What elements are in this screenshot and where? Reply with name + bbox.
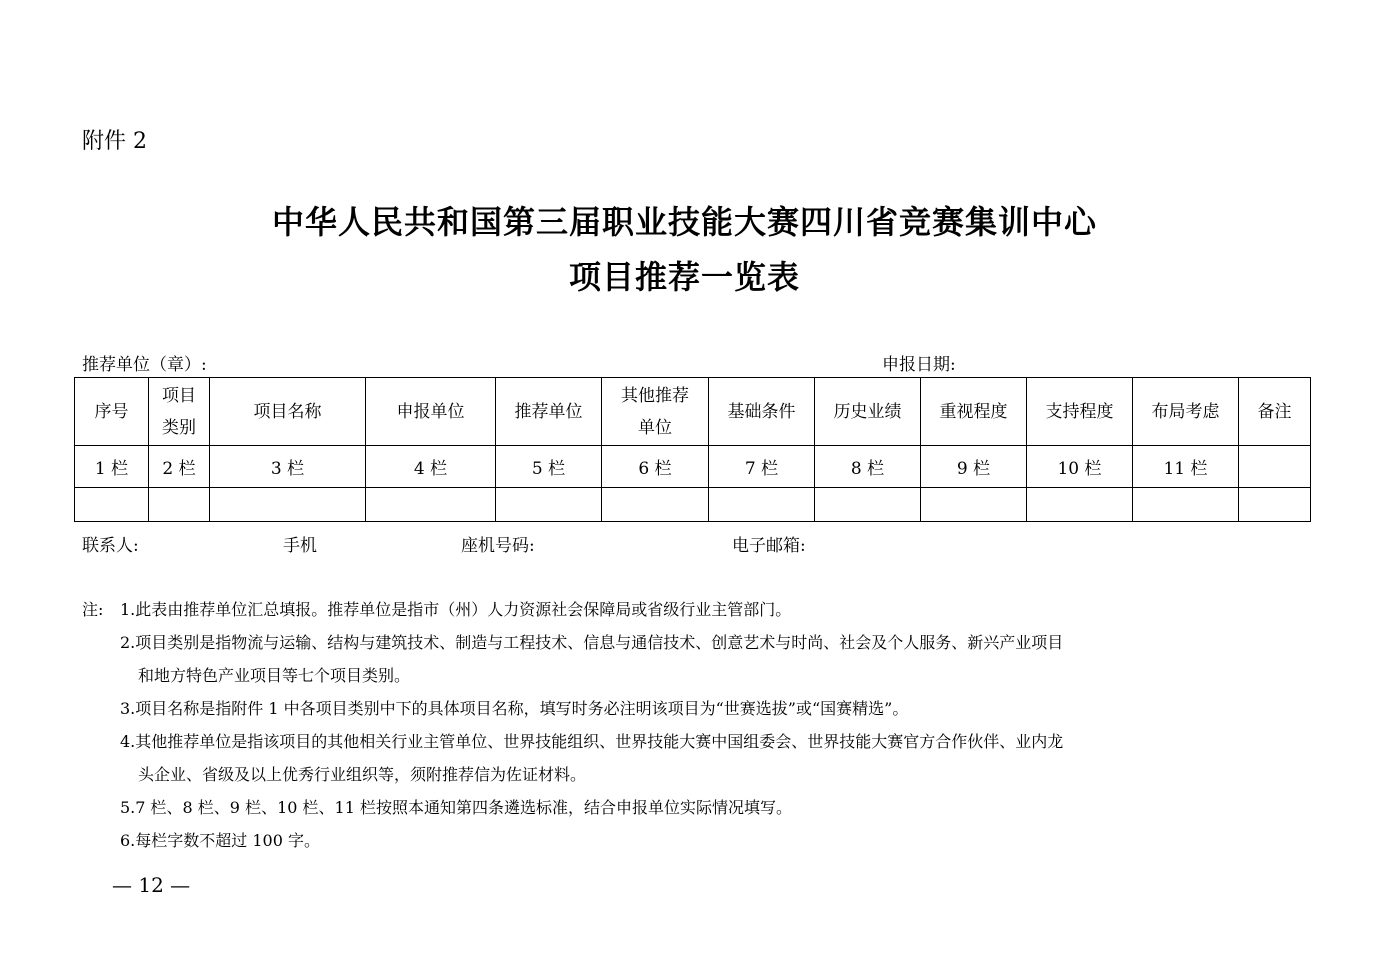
empty-cell[interactable] [709, 488, 815, 522]
note-text: 1.此表由推荐单位汇总填报。推荐单位是指市（州）人力资源社会保障局或省级行业主管部门。 [120, 600, 792, 619]
header-cell: 基础条件 [709, 378, 815, 446]
header-cell: 重视程度 [921, 378, 1027, 446]
note-text: 2.项目类别是指物流与运输、结构与建筑技术、制造与工程技术、信息与通信技术、创意艺术与时尚、社会及个人服务、新兴产业项目 [120, 633, 1064, 652]
note-text: 4.其他推荐单位是指该项目的其他相关行业主管单位、世界技能组织、世界技能大赛中国组委会、世界技能大赛官方合作伙伴、业内龙 [120, 732, 1064, 751]
table-header-row [75, 378, 1311, 446]
notes-prefix: 注: [82, 600, 104, 619]
empty-cell[interactable] [149, 488, 210, 522]
column-number-cell: 11 栏 [1133, 446, 1239, 488]
column-number-cell: 7 栏 [709, 446, 815, 488]
header-cell: 序号 [75, 378, 149, 446]
header-cell: 其他推荐 单位 [602, 378, 709, 446]
column-number-row [75, 446, 1311, 488]
table-row-empty [75, 488, 1311, 522]
column-number-cell: 5 栏 [496, 446, 602, 488]
empty-cell[interactable] [210, 488, 366, 522]
column-number-cell: 4 栏 [366, 446, 496, 488]
empty-cell[interactable] [921, 488, 1027, 522]
header-cell: 项目 类别 [149, 378, 210, 446]
header-cell: 布局考虑 [1133, 378, 1239, 446]
empty-cell[interactable] [815, 488, 921, 522]
empty-cell[interactable] [1133, 488, 1239, 522]
column-number-cell [1239, 446, 1311, 488]
column-number-cell: 10 栏 [1027, 446, 1133, 488]
empty-cell[interactable] [75, 488, 149, 522]
attachment-label: 附件 2 [82, 129, 147, 154]
notes-section [82, 593, 1312, 857]
note-text-continued: 和地方特色产业项目等七个项目类别。 [138, 666, 411, 685]
note-text: 5.7 栏、8 栏、9 栏、10 栏、11 栏按照本通知第四条遴选标准，结合申报单位实际情况填写。 [120, 798, 792, 817]
note-text: 6.每栏字数不超过 100 字。 [120, 831, 320, 850]
empty-cell[interactable] [366, 488, 496, 522]
column-number-cell: 1 栏 [75, 446, 149, 488]
note-text-continued: 头企业、省级及以上优秀行业组织等，须附推荐信为佐证材料。 [138, 765, 587, 784]
recommendation-table [74, 377, 1311, 522]
empty-cell[interactable] [602, 488, 709, 522]
header-cell: 支持程度 [1027, 378, 1133, 446]
recommend-unit-label: 推荐单位（章）: [82, 355, 207, 375]
page-number: — 12 — [112, 873, 191, 897]
header-cell: 推荐单位 [496, 378, 602, 446]
contact-person-label: 联系人: [82, 536, 139, 556]
empty-cell[interactable] [1239, 488, 1311, 522]
header-cell: 历史业绩 [815, 378, 921, 446]
mobile-label: 手机 [283, 536, 317, 556]
header-cell: 项目名称 [210, 378, 366, 446]
empty-cell[interactable] [496, 488, 602, 522]
email-label: 电子邮箱: [732, 536, 806, 556]
column-number-cell: 3 栏 [210, 446, 366, 488]
header-cell: 备注 [1239, 378, 1311, 446]
column-number-cell: 9 栏 [921, 446, 1027, 488]
column-number-cell: 6 栏 [602, 446, 709, 488]
note-text: 3.项目名称是指附件 1 中各项目类别中下的具体项目名称，填写时务必注明该项目为“世赛选拔”或“国赛精选”。 [120, 699, 909, 718]
title-line-1: 中华人民共和国第三届职业技能大赛四川省竞赛集训中心 [271, 203, 1097, 241]
title-line-2: 项目推荐一览表 [568, 258, 800, 296]
header-cell: 申报单位 [366, 378, 496, 446]
empty-cell[interactable] [1027, 488, 1133, 522]
column-number-cell: 2 栏 [149, 446, 210, 488]
note-item [82, 593, 1312, 626]
column-number-cell: 8 栏 [815, 446, 921, 488]
landline-label: 座机号码: [461, 536, 535, 556]
report-date-label: 申报日期: [882, 355, 956, 375]
